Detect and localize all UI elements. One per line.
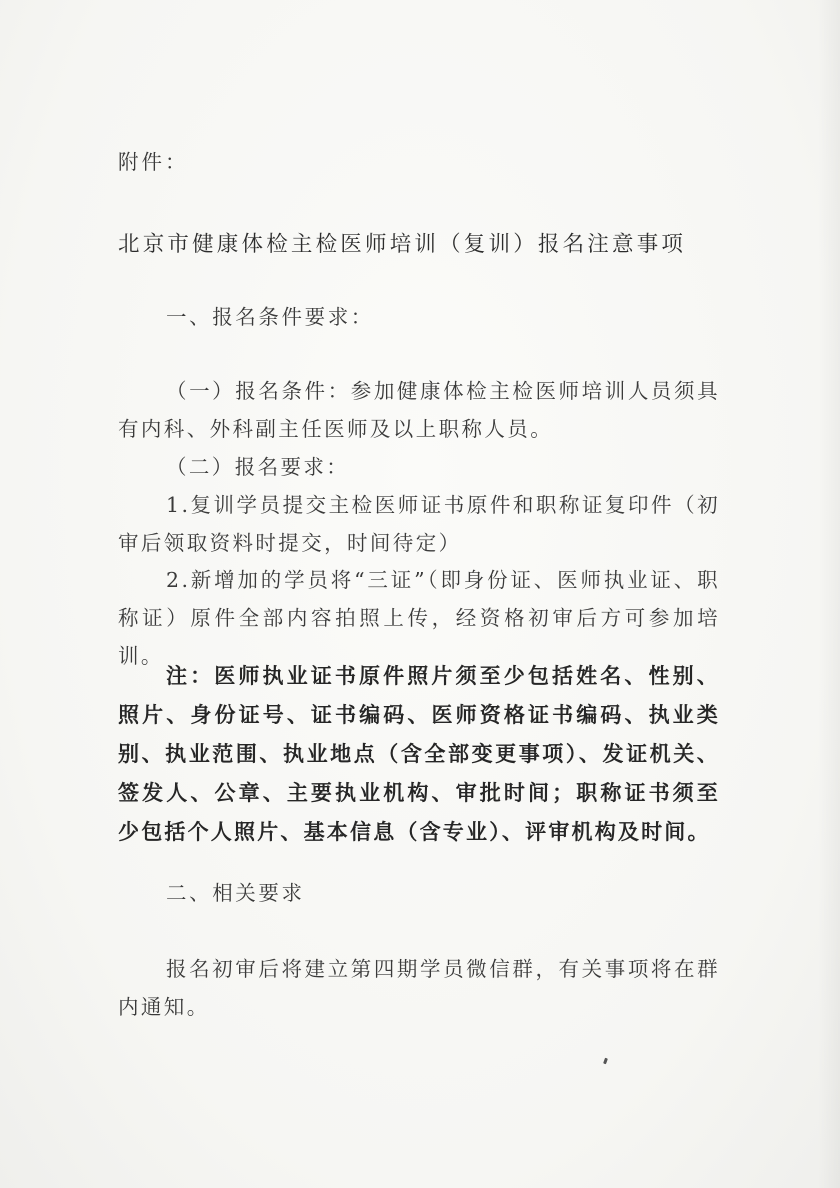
- scan-speck: [603, 1058, 608, 1065]
- section2-body: 报名初审后将建立第四期学员微信群，有关事项将在群内通知。: [118, 957, 720, 1019]
- requirements-heading: （二）报名要求：: [166, 455, 350, 479]
- section2-heading: 二、相关要求: [166, 881, 305, 905]
- attachment-label: 附件：: [118, 150, 189, 174]
- note-paragraph: 注：医师执业证书原件照片须至少包括姓名、性别、照片、身份证号、证书编码、医师资格证书编码、执业类别、执业范围、执业地点（含全部变更事项）、发证机关、签发人、公章、主要执业机构、审批时间；职称证书须至少包括个人照片、基本信息（含专业）、评审机构及时间。: [118, 664, 720, 844]
- document-title: 北京市健康体检主检医师培训（复训）报名注意事项: [118, 232, 687, 257]
- section1-heading: 一、报名条件要求：: [166, 305, 374, 329]
- scan-edge-shadow: [818, 0, 840, 1188]
- requirement-item-1: 1.复训学员提交主检医师证书原件和职称证复印件（初审后领取资料时提交，时间待定）: [118, 493, 720, 555]
- requirement-item-2: 2.新增加的学员将“三证”（即身份证、医师执业证、职称证）原件全部内容拍照上传，经资格初审后方可参加培训。: [118, 568, 720, 668]
- condition-paragraph: （一）报名条件：参加健康体检主检医师培训人员须具有内科、外科副主任医师及以上职称人员。: [118, 379, 720, 441]
